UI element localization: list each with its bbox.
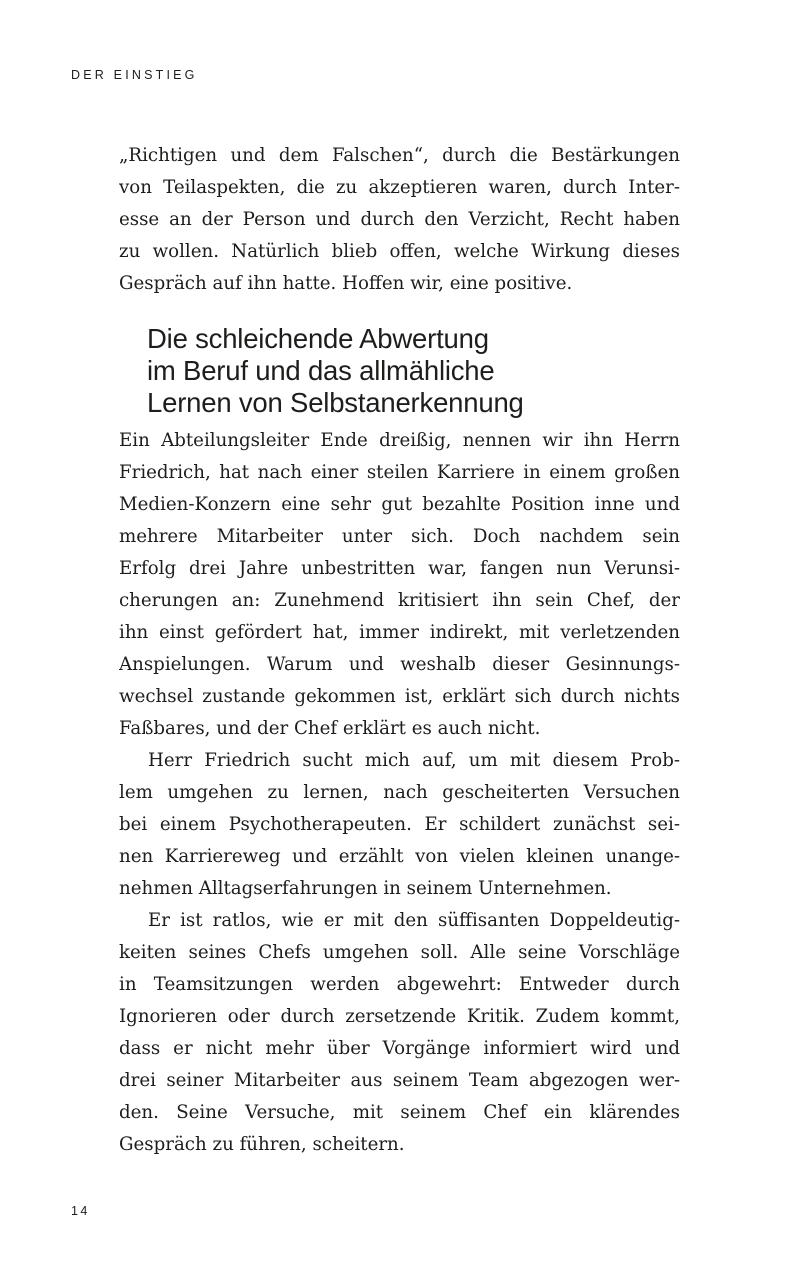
text-line: Herr Friedrich sucht mich auf, um mit diesem Prob- <box>148 750 680 771</box>
text-line: „Richtigen und dem Falschen“, durch die Bestärkungen <box>119 145 680 166</box>
text-line: cherungen an: Zunehmend kritisiert ihn sein Chef, der <box>119 590 680 611</box>
heading-line: Die schleichende Abwertung <box>147 323 489 354</box>
text-line: keiten seines Chefs umgehen soll. Alle seine Vorschläge <box>119 942 680 963</box>
text-line: lem umgehen zu lernen, nach gescheiterten Versuchen <box>119 782 680 803</box>
text-line: drei seiner Mitarbeiter aus seinem Team abgezogen wer- <box>119 1070 680 1091</box>
text-line: Erfolg drei Jahre unbestritten war, fangen nun Verunsi- <box>119 558 680 579</box>
text-line: Er ist ratlos, wie er mit den süffisanten Doppeldeutig- <box>148 910 680 931</box>
heading-line: Lernen von Selbstanerkennung <box>147 387 524 418</box>
text-line: Anspielungen. Warum und weshalb dieser Gesinnungs- <box>119 654 680 675</box>
text-line: nen Karriereweg und erzählt von vielen kleinen unange- <box>119 846 680 867</box>
paragraph-3 <box>119 905 680 1161</box>
text-line: Gespräch auf ihn hatte. Hoffen wir, eine positive. <box>119 273 573 294</box>
text-line: den. Seine Versuche, mit seinem Chef ein klärendes <box>119 1102 680 1123</box>
text-line: Ein Abteilungsleiter Ende dreißig, nennen wir ihn Herrn <box>119 430 680 451</box>
paragraph-2 <box>119 745 680 905</box>
text-line: bei einem Psychotherapeuten. Er schildert zunächst sei- <box>119 814 680 835</box>
body-text <box>119 425 680 1161</box>
text-line: wechsel zustande gekommen ist, erklärt sich durch nichts <box>119 686 680 707</box>
text-line: zu wollen. Natürlich blieb offen, welche Wirkung dieses <box>119 241 680 262</box>
section-heading <box>147 323 707 419</box>
text-line: Faßbares, und der Chef erklärt es auch nicht. <box>119 718 541 739</box>
text-line: esse an der Person und durch den Verzicht, Recht haben <box>119 209 680 230</box>
running-head: DER EINSTIEG <box>71 68 198 82</box>
page-number: 14 <box>71 1204 90 1218</box>
intro-paragraph <box>119 140 680 300</box>
text-line: nehmen Alltagserfahrungen in seinem Unternehmen. <box>119 878 612 899</box>
text-line: Medien-Konzern eine sehr gut bezahlte Position inne und <box>119 494 680 515</box>
text-line: Ignorieren oder durch zersetzende Kritik. Zudem kommt, <box>119 1006 680 1027</box>
text-line: in Teamsitzungen werden abgewehrt: Entweder durch <box>119 974 680 995</box>
text-line: Friedrich, hat nach einer steilen Karriere in einem großen <box>119 462 680 483</box>
paragraph-1 <box>119 425 680 745</box>
text-line: mehrere Mitarbeiter unter sich. Doch nachdem sein <box>119 526 680 547</box>
text-line: dass er nicht mehr über Vorgänge informiert wird und <box>119 1038 680 1059</box>
text-line: von Teilaspekten, die zu akzeptieren waren, durch Inter- <box>119 177 680 198</box>
text-line: ihn einst gefördert hat, immer indirekt, mit verletzenden <box>119 622 680 643</box>
text-line: Gespräch zu führen, scheitern. <box>119 1134 405 1155</box>
heading-line: im Beruf und das allmähliche <box>147 355 495 386</box>
